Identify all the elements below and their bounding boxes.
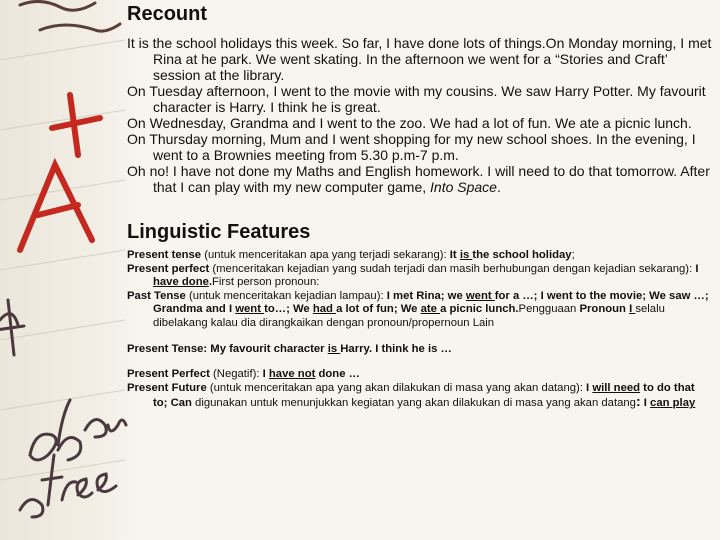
present-tense-example: It [449, 249, 460, 261]
recount-text [127, 35, 712, 195]
present-perfect-label: Present perfect [127, 262, 210, 275]
pronoun-note-end: selalu dibelakang kalau dia dirangkaikan dengan pronoun/propernoun Lain [153, 303, 665, 329]
first-person-pronoun-note: First person pronoun: [212, 276, 320, 289]
past-tense-example-4: a lot of fun; We [336, 303, 421, 316]
present-future-item [127, 382, 712, 411]
present-tense-punct: ; [571, 249, 575, 261]
game-title: Into Space [430, 179, 497, 195]
present-tense-example-end: the school holiday [472, 249, 572, 261]
recount-paragraph-thursday: On Thursday morning, Mum and I went shopping for my new school shoes. In the evening, I went to a Brownies meeting from 5.30 p.m-7 p.m. [127, 131, 696, 163]
present-perfect-neg-label: Present Perfect [127, 368, 210, 381]
present-perfect-negative-item [127, 368, 712, 382]
future-verb-will-need: will need [592, 381, 641, 394]
recount-paragraph-wednesday: On Wednesday, Grandma and I went to the zoo. We had a lot of fun. We ate a picnic lunch. [127, 115, 692, 131]
present-perfect-desc: (menceritakan kejadian yang sudah terjadi dan masih berhubungan dengan kejadian sekarang): [209, 262, 696, 275]
past-tense-example-5: a picnic lunch. [440, 303, 519, 316]
past-verb-went: went [465, 289, 495, 302]
past-tense-example-1: I met Rina; we [386, 289, 466, 302]
pronoun-label: Pronoun [579, 303, 630, 316]
present-future-colon: : [635, 393, 641, 410]
present-perfect-neg-desc: (Negatif): [209, 368, 263, 381]
present-perfect-neg-verb: have not [268, 368, 316, 381]
past-verb-had: had [312, 303, 337, 316]
present-tense-example-line [127, 343, 712, 357]
present-perfect-neg-subject: I [262, 368, 269, 381]
present-perfect-item [127, 263, 712, 290]
present-future-subject-2: I [640, 397, 651, 410]
example-present-verb: is [327, 342, 341, 355]
present-perfect-example: I [695, 262, 699, 275]
slide-content [127, 0, 712, 411]
recount-paragraph-tuesday: On Tuesday afternoon, I went to the movie with my cousins. We saw Harry Potter. My favourit character is Harry. I think he is great. [127, 83, 706, 115]
past-tense-example-2: for a …; I went to the movie; We saw …; Grandma and I [153, 289, 709, 316]
homework-period: . [496, 179, 501, 195]
past-verb-ate: ate [420, 303, 441, 316]
present-future-desc: (untuk menceritakan apa yang akan dilakukan di masa yang akan datang): [206, 381, 587, 394]
homework-text: Oh no! I have not done my Maths and English homework. I will need to do that tomorrow. After that I can play with my new computer game, [127, 163, 710, 195]
example-present-text: Present Tense: My favourit character [127, 342, 328, 355]
past-tense-item [127, 290, 712, 331]
linguistic-features-title: Linguistic Features [127, 221, 311, 243]
present-future-label: Present Future [127, 381, 207, 394]
pronoun-note-start: Pengguaan [518, 303, 580, 316]
present-perfect-verb: have done [153, 276, 209, 289]
present-perfect-neg-end: done … [315, 368, 360, 381]
past-tense-example-3: to…; We [264, 303, 313, 316]
present-future-subject: I [586, 381, 593, 394]
present-tense-desc: (untuk menceritakan apa yang terjadi sekarang): [201, 249, 450, 261]
future-verb-can-play: can play [650, 397, 696, 410]
recount-title: Recount [127, 3, 207, 25]
present-tense-label: Present tense [127, 249, 202, 261]
pronoun-i: I [629, 303, 636, 316]
present-future-desc-2: digunakan untuk menunjukkan kegiatan yang akan dilakukan di masa yang akan datang [191, 397, 636, 410]
recount-paragraph-monday: It is the school holidays this week. So far, I have done lots of things.On Monday morning, I met Rina at he park. We went skating. In the afternoon we went for a “Stories and Craft’ session at the library. [127, 35, 712, 83]
present-tense-item [127, 249, 712, 263]
present-future-example: to do that to; Can [153, 381, 695, 410]
present-tense-verb: is [459, 249, 473, 261]
present-perfect-period: . [208, 276, 213, 289]
past-tense-desc: (untuk menceritakan kejadian lampau): [185, 289, 387, 302]
past-tense-label: Past Tense [127, 289, 186, 302]
past-verb-went-2: went [235, 303, 265, 316]
example-present-end: Harry. I think he is … [340, 342, 452, 355]
recount-paragraph-homework [127, 163, 712, 195]
